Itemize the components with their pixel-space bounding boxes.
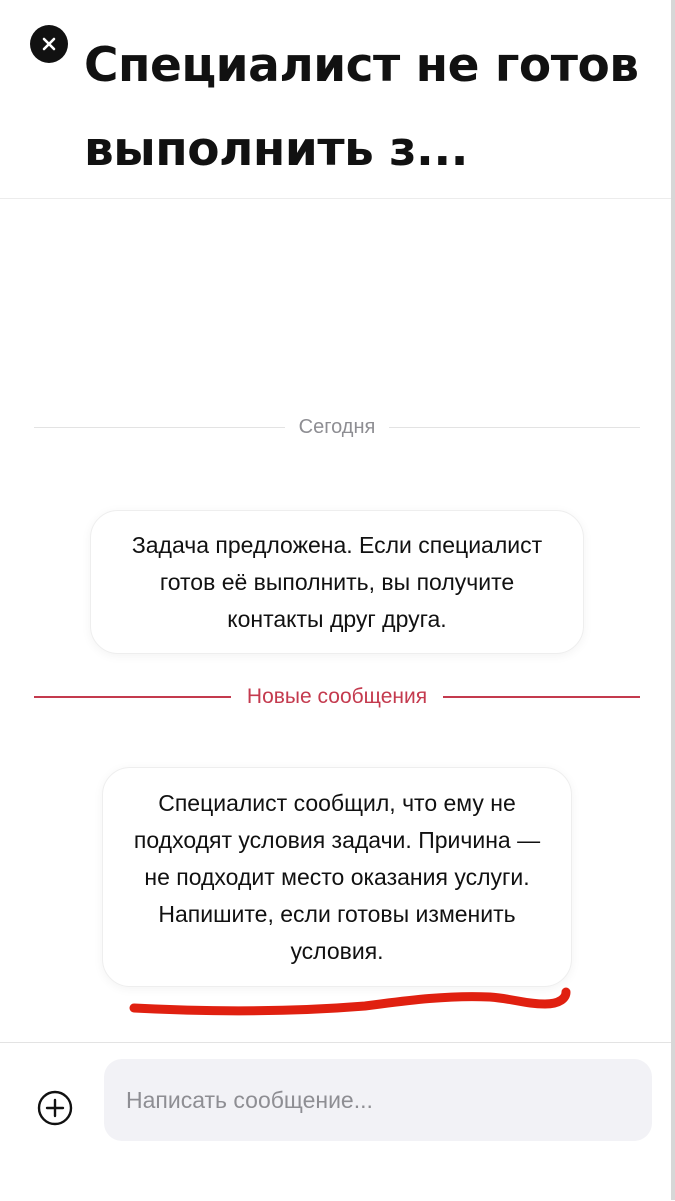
- new-messages-label: Новые сообщения: [246, 685, 428, 708]
- screen-edge: [671, 0, 675, 1200]
- date-label: Сегодня: [298, 415, 376, 438]
- red-underline-annotation: [120, 982, 580, 1022]
- chat-header: [0, 0, 671, 199]
- page-title: Специалист не готов выполнить з...: [84, 38, 639, 177]
- divider-line: [34, 427, 285, 428]
- message-input[interactable]: [104, 1059, 652, 1141]
- divider-line: [389, 427, 640, 428]
- plus-circle-icon[interactable]: [36, 1089, 74, 1127]
- divider-line: [34, 696, 231, 698]
- close-icon: [41, 36, 57, 52]
- system-message-bubble: [90, 510, 584, 654]
- new-messages-separator: [34, 680, 640, 714]
- close-button[interactable]: [30, 25, 68, 63]
- message-composer: [0, 1042, 671, 1201]
- system-message-text: Задача предложена. Если специалист готов её выполнить, вы получите контакты друг друга.: [131, 531, 543, 632]
- specialist-message-bubble: [102, 767, 572, 987]
- specialist-message-text: Специалист сообщил, что ему не подходят условия задачи. Причина — не подходит место оказания услуги. Напишите, если готовы изменить условия.: [133, 789, 541, 964]
- divider-line: [443, 696, 640, 698]
- date-separator: [34, 412, 640, 442]
